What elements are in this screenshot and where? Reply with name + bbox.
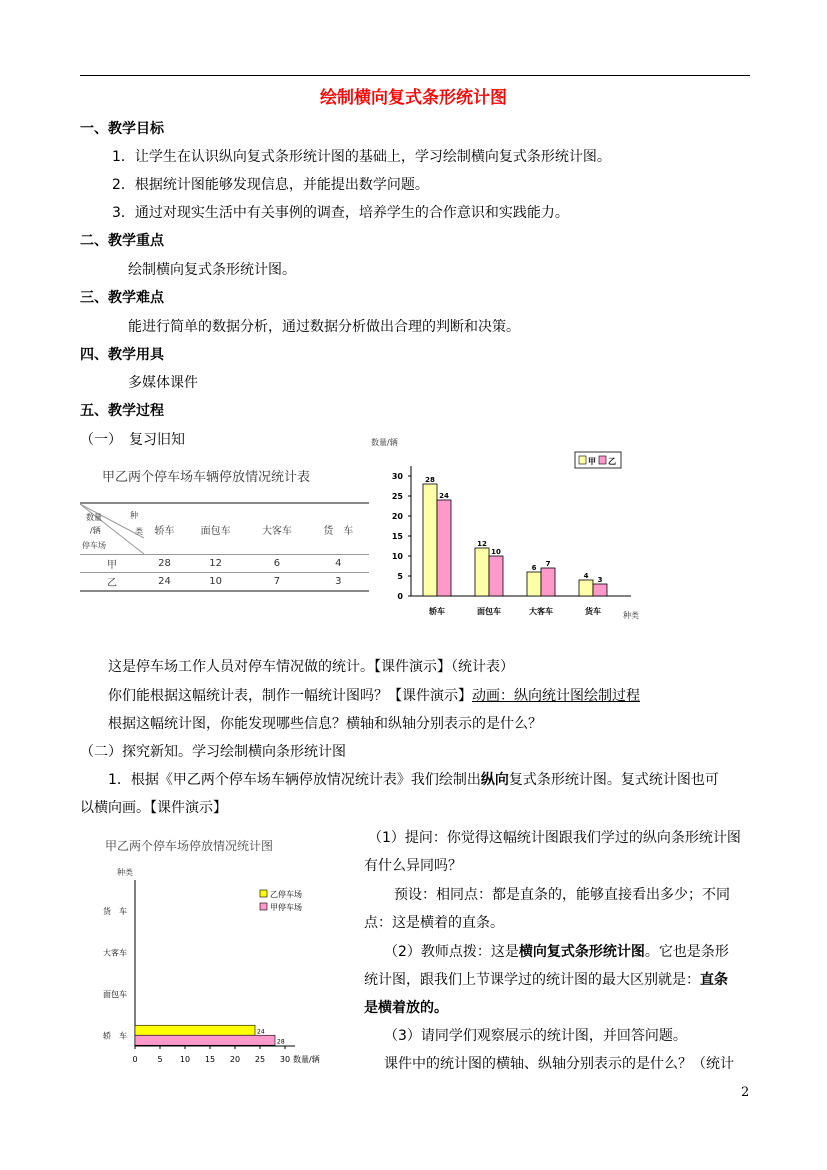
table-row-name: 乙 (80, 573, 144, 592)
bar-甲停车场 (135, 1035, 275, 1045)
bar-乙 (541, 568, 555, 596)
y-axis-title: 数量/辆 (371, 438, 398, 447)
bar-乙 (437, 500, 451, 596)
data-label: 28 (277, 1038, 285, 1046)
table-cell: 3 (308, 573, 369, 592)
x-tick-label: 25 (254, 1055, 266, 1064)
bar-乙 (593, 584, 607, 596)
corner-label-kind2: 类 (135, 527, 143, 536)
y-tick-label: 10 (391, 552, 403, 561)
corner-label-unit: /辆 (90, 526, 101, 535)
difficulties-text: 能进行简单的数据分析，通过数据分析做出合理的判断和决策。 (128, 319, 520, 335)
bar-甲 (579, 580, 593, 596)
subheading-explore: （二）探究新知。学习绘制横向条形统计图 (80, 744, 346, 760)
subheading-review: （一） 复习旧知 (80, 432, 185, 448)
x-tick-label: 5 (157, 1055, 163, 1064)
paragraph-horizontal: 以横向画。【课件演示】 (80, 800, 227, 816)
data-label: 3 (597, 576, 603, 584)
horizontal-bar-chart (95, 828, 355, 1073)
legend-label: 乙 (608, 457, 616, 466)
data-label: 28 (425, 476, 435, 484)
header-rule (80, 75, 750, 76)
bar-甲 (527, 572, 541, 596)
table-header-cell: 大客车 (246, 503, 307, 555)
vertical-text-bold: 纵向 (480, 772, 509, 788)
heading-process: 五、教学过程 (80, 403, 164, 419)
y-tick-label: 15 (391, 532, 403, 541)
x-tick-label: 大客车 (529, 607, 553, 616)
legend-label: 甲 (588, 457, 596, 466)
table-cell: 28 (144, 555, 185, 573)
table-cell: 7 (246, 573, 307, 592)
right-line-2: 有什么异同吗？ (364, 858, 462, 874)
legend-swatch (260, 903, 267, 910)
data-label: 7 (545, 560, 551, 568)
x-axis-title: 种类 (623, 611, 639, 620)
objective-1: 1．让学生在认识纵向复式条形统计图的基础上，学习绘制横向复式条形统计图。 (112, 149, 611, 165)
right-line-4: 点：这是横着的直条。 (364, 915, 504, 931)
objective-2: 2．根据统计图能够发现信息，并能提出数学问题。 (112, 177, 429, 193)
y-axis-title: 种类 (117, 868, 133, 877)
table-row (80, 573, 369, 592)
y-tick-label: 0 (397, 592, 403, 601)
data-label: 10 (491, 548, 501, 556)
legend-swatch (579, 456, 586, 464)
x-tick-label: 0 (132, 1055, 138, 1064)
table-cell: 4 (308, 555, 369, 573)
table-cell: 12 (185, 555, 246, 573)
right-line-3: 预设：相同点：都是直条的，能够直接看出多少；不同 (394, 887, 730, 903)
right-line-1: （1）提问：你觉得这幅统计图跟我们学过的纵向条形统计图 (368, 830, 741, 846)
vertical-text-a: 1．根据《甲乙两个停车场车辆停放情况统计表》我们绘制出 (108, 772, 481, 788)
data-label: 24 (439, 492, 449, 500)
corner-label-kind1: 种 (130, 511, 138, 520)
page-number: 2 (741, 1085, 750, 1100)
right-line-8: （3）请同学们观察展示的统计图，并回答问题。 (384, 1028, 687, 1044)
r6-text-bold: 直条 (700, 972, 728, 988)
x-axis-title: 数量/辆 (293, 1055, 320, 1064)
table-cell: 24 (144, 573, 185, 592)
x-tick-label: 30 (279, 1055, 291, 1064)
x-tick-label: 轿车 (429, 607, 445, 616)
corner-label-qty: 数量 (86, 513, 102, 522)
table-row (80, 555, 369, 573)
y-tick-label: 25 (391, 492, 403, 501)
x-tick-label: 货车 (585, 607, 601, 616)
legend-label: 乙停车场 (270, 890, 302, 899)
y-tick-label: 大客车 (103, 948, 127, 958)
y-tick-label: 面包车 (103, 989, 127, 999)
vertical-bar-chart (365, 432, 655, 624)
paragraph-table-intro: 这是停车场工作人员对停车情况做的统计。【课件演示】（统计表） (108, 659, 514, 675)
chart-title: 甲乙两个停车场停放情况统计图 (105, 839, 274, 853)
paragraph-vertical (108, 769, 719, 789)
heading-tools: 四、教学用具 (80, 347, 164, 363)
legend-swatch (599, 456, 606, 464)
y-tick-label: 货 车 (103, 906, 127, 916)
heading-difficulties: 三、教学难点 (80, 290, 164, 306)
animation-link: 动画：纵向统计图绘制过程 (472, 688, 640, 704)
key-points-text: 绘制横向复式条形统计图。 (128, 262, 296, 278)
right-line-7: 是横着放的。 (364, 1000, 448, 1016)
right-line-6 (364, 969, 728, 989)
legend-label: 甲停车场 (270, 903, 302, 912)
y-tick-label: 5 (397, 572, 403, 581)
make-chart-text: 你们能根据这幅统计表，制作一幅统计图吗？【课件演示】 (108, 688, 472, 704)
r6-text-a: 统计图，跟我们上节课学过的统计图的最大区别就是： (364, 972, 700, 988)
bar-甲 (475, 548, 489, 596)
table-row-name: 甲 (80, 555, 144, 573)
vertical-text-c: 复式条形统计图。复式统计图也可 (508, 772, 719, 788)
page-title: 绘制横向复式条形统计图 (320, 88, 507, 108)
data-label: 4 (583, 572, 589, 580)
right-line-9: 课件中的统计图的横轴、纵轴分别表示的是什么？（统计 (384, 1056, 734, 1072)
table-cell: 10 (185, 573, 246, 592)
x-tick-label: 15 (204, 1055, 216, 1064)
heading-objectives: 一、教学目标 (80, 121, 164, 137)
r5-text-c: 。它也是条形 (644, 944, 729, 960)
objective-3: 3．通过对现实生活中有关事例的调查，培养学生的合作意识和实践能力。 (112, 205, 569, 221)
right-line-5 (384, 941, 729, 961)
paragraph-make-chart (108, 685, 640, 705)
r5-text-bold: 横向复式条形统计图 (518, 944, 645, 960)
r5-text-a: （2）教师点拨：这是 (384, 944, 519, 960)
stats-table (80, 502, 369, 592)
x-tick-label: 20 (229, 1055, 241, 1064)
data-label: 24 (257, 1028, 265, 1036)
tools-text: 多媒体课件 (128, 375, 198, 391)
table-header-cell: 面包车 (185, 503, 246, 555)
table-header-cell: 货 车 (308, 503, 369, 555)
bar-乙停车场 (135, 1025, 255, 1035)
y-tick-label: 30 (391, 472, 403, 481)
data-label: 6 (531, 564, 537, 572)
x-tick-label: 面包车 (477, 607, 501, 616)
x-tick-label: 10 (179, 1055, 191, 1064)
table-header-cell: 轿车 (144, 503, 185, 555)
y-tick-label: 轿 车 (103, 1031, 127, 1041)
table-cell: 6 (246, 555, 307, 573)
paragraph-question: 根据这幅统计图，你能发现哪些信息？横轴和纵轴分别表示的是什么？ (108, 716, 542, 732)
corner-label-lot: 停车场 (82, 541, 106, 550)
table-title: 甲乙两个停车场车辆停放情况统计表 (102, 470, 311, 485)
bar-乙 (489, 556, 503, 596)
bar-甲 (423, 484, 437, 596)
data-label: 12 (477, 540, 487, 548)
y-tick-label: 20 (391, 512, 403, 521)
legend-swatch (260, 890, 267, 897)
table-corner-cell (80, 503, 144, 555)
heading-key-points: 二、教学重点 (80, 233, 164, 249)
